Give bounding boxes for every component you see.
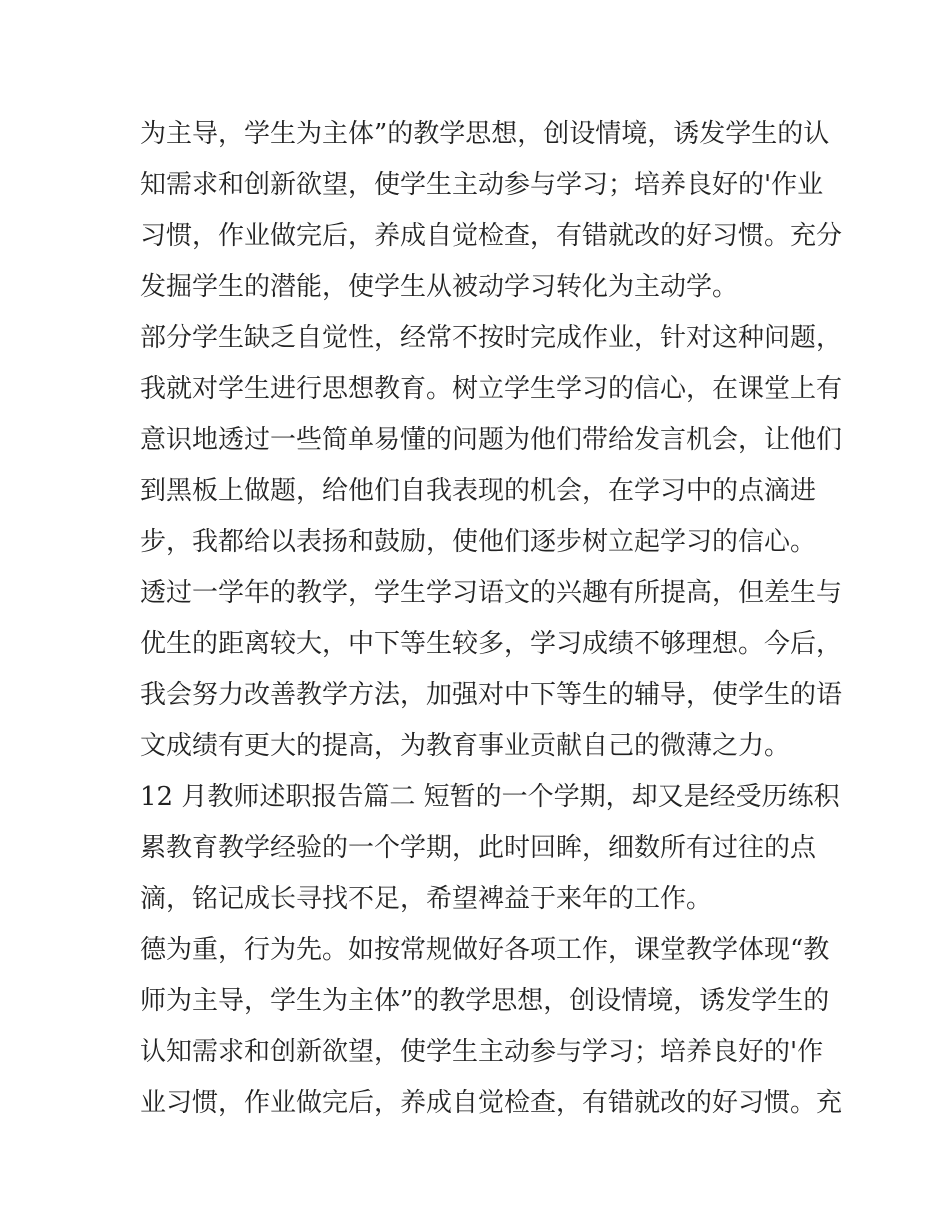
text-line-17: 德为重，行为先。如按常规做好各项工作，课堂教学体现“教 <box>140 935 830 965</box>
text-line-8: 到黑板上做题，给他们自我表现的机会，在学习中的点滴进 <box>140 476 817 506</box>
text-line-11: 优生的距离较大，中下等生较多，学习成绩不够理想。今后， <box>140 629 843 659</box>
document-body <box>140 109 843 1129</box>
text-line-19: 认知需求和创新欲望，使学生主动参与学习；培养良好的'作 <box>140 1037 824 1067</box>
text-line-1: 为主导，学生为主体”的教学思想，创设情境，诱发学生的认 <box>140 119 830 149</box>
text-line-5: 部分学生缺乏自觉性，经常不按时完成作业，针对这种问题， <box>140 323 843 353</box>
text-line-7: 意识地透过一些简单易懂的问题为他们带给发言机会，让他们 <box>140 425 843 455</box>
text-line-15: 累教育教学经验的一个学期，此时回眸，细数所有过往的点 <box>140 833 817 863</box>
text-line-10: 透过一学年的教学，学生学习语文的兴趣有所提高，但差生与 <box>140 578 843 608</box>
text-line-4: 发掘学生的潜能，使学生从被动学习转化为主动学。 <box>140 272 739 302</box>
text-line-6: 我就对学生进行思想教育。树立学生学习的信心，在课堂上有 <box>140 374 843 404</box>
text-line-2: 知需求和创新欲望，使学生主动参与学习；培养良好的'作业 <box>140 170 824 200</box>
text-line-16: 滴，铭记成长寻找不足，希望裨益于来年的工作。 <box>140 884 713 914</box>
text-line-20: 业习惯，作业做完后，养成自觉检查，有错就改的好习惯。充 <box>140 1088 843 1118</box>
text-line-3: 习惯，作业做完后，养成自觉检查，有错就改的好习惯。充分 <box>140 221 843 251</box>
text-line-13: 文成绩有更大的提高，为教育事业贡献自己的微薄之力。 <box>140 731 791 761</box>
text-line-18: 师为主导，学生为主体”的教学思想，创设情境，诱发学生的 <box>140 986 830 1016</box>
text-line-9: 步，我都给以表扬和鼓励，使他们逐步树立起学习的信心。 <box>140 527 817 557</box>
text-line-14: 12 月教师述职报告篇二 短暂的一个学期，却又是经受历练积 <box>140 782 840 812</box>
text-line-12: 我会努力改善教学方法，加强对中下等生的辅导，使学生的语 <box>140 680 843 710</box>
